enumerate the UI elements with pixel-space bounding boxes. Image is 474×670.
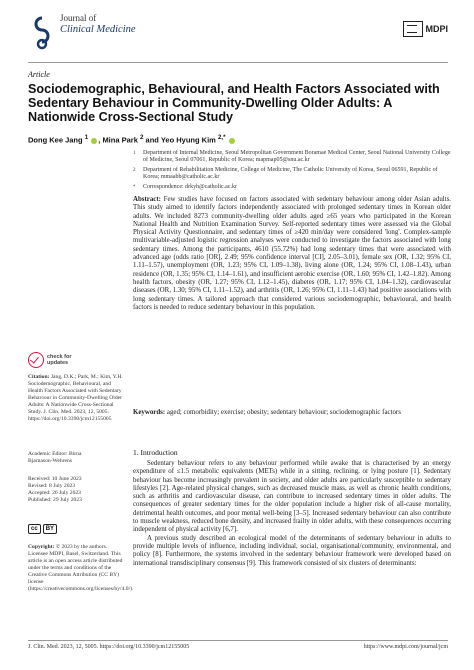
- abstract-text: Few studies have focused on factors associated with sedentary behaviour among older Asian adults. This study aimed to identify factors independently associated with prolonged sedentary times in Korean older adults. We included 8273 community-dwelling older adults aged ≥65 years who participated in the Korean National Health and Nutrition Examination Survey. Self-reported sedentary times were assessed via the Global Physical Activity Questionnaire, and sedentary times of ≥420 min/day were considered 'long'. Complex-sample multivariable-adjusted logistic regression analyses were conducted to investigate the factors associated with long sedentary times. Among the participants, 4610 (55.72%) had long sedentary times that were associated with advanced age (odds ratio [OR], 2.49; 95% confidence interval [CI], 2.05–3.01), female sex (OR, 1.32; 95% CI, 1.11–1.57), unemployment (OR, 1.23; 95% CI, 1.09–1.38), living alone (OR, 1.24; 95% CI, 1.08–1.43), urban residence (OR, 1.35; 95% CI, 1.14–1.61), and insufficient aerobic exercise (OR, 1.60; 95% CI, 1.42–1.82). Among health factors, obesity (OR, 1.27; 95% CI, 1.12–1.45), diabetes (OR, 1.17; 95% CI, 1.04–1.32), cardiovascular diseases (OR, 1.30; 95% CI, 1.11–1.52), and arthritis (OR, 1.26; 95% CI, 1.11–1.43) had positive associations with long sedentary times. A tailored approach that considered various sociodemographic, behavioural, and health factors is needed to reduce sedentary behaviour in this population.: [133, 196, 451, 311]
- keywords-label: Keywords:: [133, 409, 166, 416]
- correspondence: [133, 184, 453, 191]
- check-updates-line2: updates: [47, 360, 69, 366]
- copyright-text: © 2023 by the authors. Licensee MDPI, Basel, Switzerland. This article is an open access article distributed under the terms and conditions of the Creative Commons Attribution (CC BY) license (https://creativecommons.org/licenses/by/4.0/).: [28, 544, 134, 592]
- affiliation-text: Department of Internal Medicine, Seoul Metropolitan Government Boramae Medical Center, Seoul National University College of Medicine, Seoul 07061, Republic of Korea; mapmap05@snu.ac.kr: [143, 150, 451, 164]
- mdpi-logo-icon: [403, 21, 423, 37]
- author-affil-number: 2,*: [217, 134, 226, 141]
- publisher-name: MDPI: [425, 24, 448, 34]
- author-name: Yeo Hyung Kim: [160, 135, 216, 145]
- article-type: Article: [28, 70, 50, 79]
- affiliation-number: 2: [133, 167, 136, 173]
- paragraph: Sedentary behaviour refers to any behaviour performed while awake that is characterised by an energy expenditure of ≤1.5 metabolic equivalents (METs) while in a sitting, reclining, or lying posture [1]. Sedentary behaviour has become increasingly prevalent in society, and older adults are particularly susceptible to sedentary lifestyles [2]. Age-related physical changes, such as decreased muscle mass, as well as chronic health conditions, such as arthritis and cardiovascular disease, can contribute to increased sedentary times in older adults. The consequences of greater sedentary times for the older population include a higher risk of all-cause mortality, detrimental health outcomes, and poor mental well-being [3–5]. Increased sedentary behaviour can also contribute to muscle weakness, reduced bone density, and increased frailty in older adults, with these consequences occurring independent of physical activity [6,7].: [133, 460, 451, 534]
- cc-license-badge[interactable]: [28, 524, 57, 534]
- keywords: [133, 409, 451, 417]
- date-received: Received: 10 June 2023: [28, 476, 82, 482]
- paragraph: A previous study described an ecological model of the determinants of sedentary behaviour in adults to provide multiple levels of influence, including individual, social, organisational/community, environmental, and policy [8]. Furthermore, the systems involved in the sedentary behaviour framework were developed based on international transdisciplinary consensus [9]. This framework consisted of six clusters of determinants:: [133, 534, 451, 567]
- author-affil-number: 2: [139, 134, 144, 141]
- footer-citation[interactable]: J. Clin. Med. 2023, 12, 5005. https://doi.org/10.3390/jcm12155005: [28, 644, 190, 650]
- affiliation-number: 1: [133, 151, 136, 156]
- author-affil-number: 1: [84, 134, 89, 141]
- check-updates-button[interactable]: [28, 352, 71, 368]
- dates-block: [28, 476, 124, 504]
- affiliation-text: Department of Rehabilitation Medicine, College of Medicine, The Catholic University of Korea, Seoul 06591, Republic of Korea; mmaabb@catholic.ac.kr: [143, 166, 438, 181]
- check-updates-icon: [28, 352, 44, 368]
- date-revised: Revised: 8 July 2023: [28, 483, 76, 489]
- check-updates-line1: check for: [47, 354, 72, 360]
- header-divider: [28, 62, 448, 63]
- author-name: Dong Kee Jang: [28, 135, 83, 145]
- copyright-block: [28, 544, 134, 593]
- journal-title: Clinical Medicine: [60, 24, 136, 35]
- affiliation-number: *: [133, 184, 136, 190]
- citation-text: Jang, D.K.; Park, M.; Kim, Y.H. Sociodemographic, Behavioural, and Health Factors Associated with Sedentary Behaviour in Community-Dwelling Older Adults: A Nationwide Cross-Sectional Study. J. Clin. Med. 2023, 12, 5005. https://doi.org/10.3390/jcm12155005: [28, 374, 123, 422]
- orcid-icon[interactable]: [91, 138, 97, 144]
- journal-logo-icon: [28, 16, 56, 50]
- by-icon: BY: [43, 524, 57, 534]
- abstract: [133, 196, 451, 312]
- citation-block: [28, 374, 124, 423]
- footer-url[interactable]: https://www.mdpi.com/journal/jcm: [363, 644, 448, 650]
- orcid-icon[interactable]: [229, 138, 235, 144]
- article-title: Sociodemographic, Behavioural, and Health Factors Associated with Sedentary Behaviour in Community-Dwelling Older Adults: A Nationwide Cross-Sectional Study: [28, 82, 440, 125]
- introduction-body: [133, 460, 451, 568]
- citation-label: Citation:: [28, 374, 50, 380]
- academic-editor: [28, 451, 124, 465]
- date-accepted: Accepted: 26 July 2023: [28, 490, 81, 496]
- publisher-logo: [403, 21, 449, 37]
- affiliations: [133, 150, 453, 193]
- cc-icon: cc: [28, 524, 41, 534]
- affiliation: [133, 167, 453, 182]
- journal-prefix: Journal of: [60, 13, 97, 23]
- footer-divider: [28, 640, 448, 641]
- section-heading: 1. Introduction: [133, 448, 178, 457]
- journal-name: [60, 13, 136, 35]
- page-footer: [28, 644, 448, 650]
- copyright-label: Copyright:: [28, 544, 55, 550]
- author-list: Dong Kee Jang $^1$ , Mina Park $^2$ and Yeo Hyung Kim $^{2,*}$: [28, 134, 236, 145]
- editor-label: Academic Editor: Birna: [28, 451, 82, 457]
- editor-name: Bjarnason-Wehrens: [28, 458, 72, 464]
- keywords-text: aged; comorbidity; exercise; obesity; sedentary behaviour; sociodemographic factors: [166, 409, 401, 416]
- abstract-label: Abstract:: [133, 196, 161, 203]
- date-published: Published: 29 July 2023: [28, 497, 82, 503]
- affiliation: [133, 150, 453, 165]
- correspondence-text: Correspondence: drkyh@catholic.ac.kr: [143, 183, 237, 190]
- author-name: Mina Park: [102, 135, 138, 145]
